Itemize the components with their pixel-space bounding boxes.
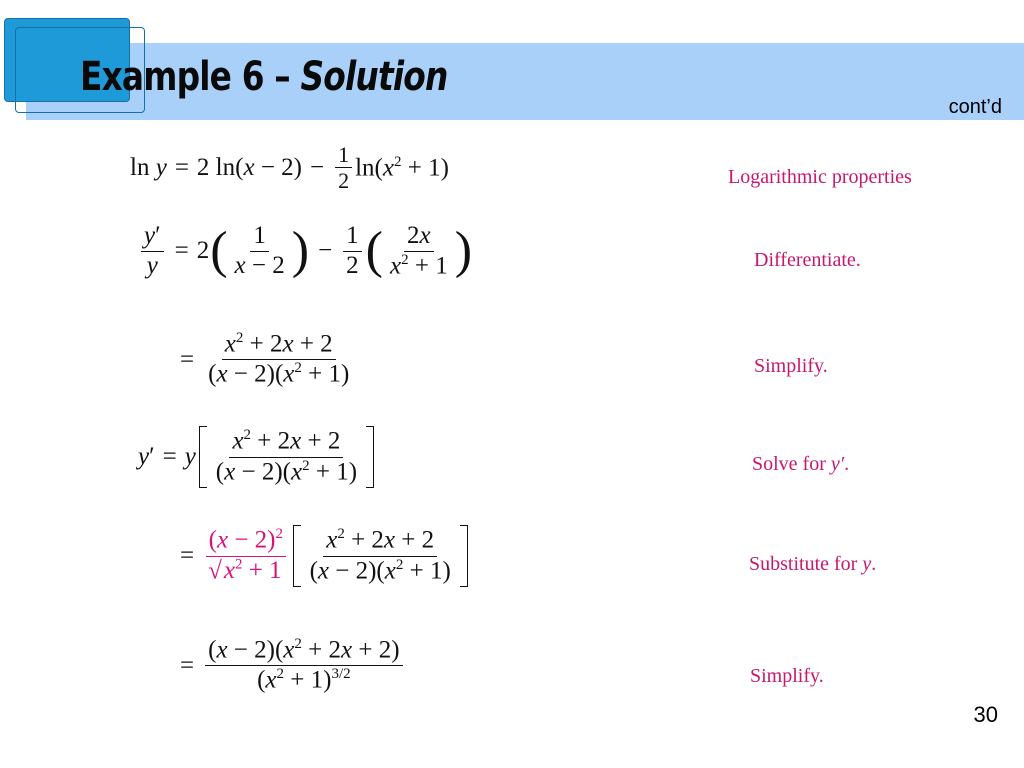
slide-title <box>80 54 447 100</box>
page-number: 30 <box>973 702 998 727</box>
step-note-substitute-for-y: Substitute for y. <box>749 553 877 575</box>
step-note-simplify-final: Simplify. <box>750 665 824 687</box>
equation-differentiate: $\frac{y'}{y}$ = 2 ( $\frac{1}{x - 2}$ ) − $\frac{1}{2}$ ( $\frac{2x}{x^2 + 1}$ ) <box>138 222 473 281</box>
equation-log-properties: ln y = 2 ln(x − 2) − $\frac{1}{2}$ $\ln(x^2 + 1)$ <box>130 142 449 194</box>
step-note-logarithmic-properties: Logarithmic properties <box>728 166 912 188</box>
equation-simplify-1: = $\frac{x^2 + 2x + 2}{(x - 2)(x^2 + 1)}$ <box>180 330 350 388</box>
title-italic: Solution <box>300 54 448 100</box>
step-note-solve-for-y-prime: Solve for y′. <box>752 453 850 475</box>
equation-solve-for-y-prime: y′ = y $\frac{x^2 + 2x + 2}{(x - 2)(x^2 + 1)}$ <box>138 426 377 488</box>
equation-substitute-for-y: = $\frac{(x - 2)^2}{√x^2 + 1}$ $\frac{x^2 + 2x + 2}{(x - 2)(x^2 + 1)}$ <box>172 525 471 587</box>
continued-label: cont’d <box>948 96 1002 118</box>
step-note-differentiate: Differentiate. <box>754 249 861 271</box>
equation-simplify-final: = $\frac{(x - 2)(x^2 + 2x + 2)}{(x^2 + 1)^{3/2}}$ <box>172 636 406 695</box>
title-main: Example 6 – <box>80 54 301 100</box>
step-note-simplify-1: Simplify. <box>754 355 828 377</box>
